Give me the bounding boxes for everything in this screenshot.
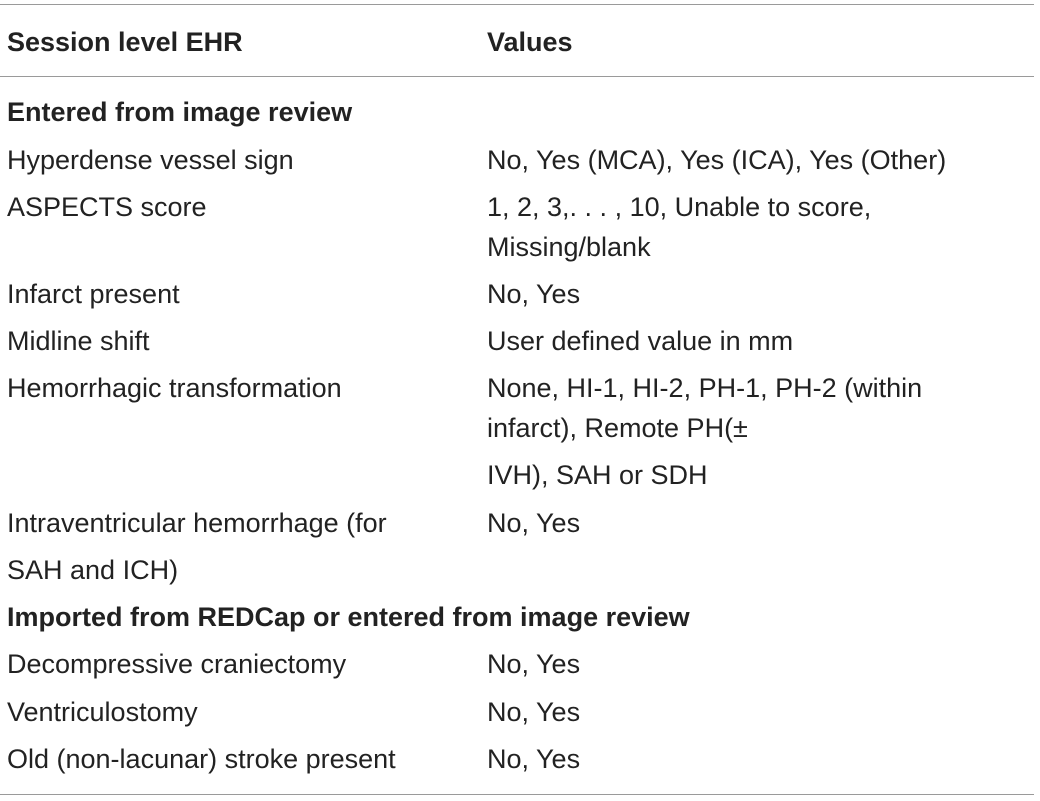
row-label-infarct-present: Infarct present xyxy=(7,279,180,309)
table-bottom-rule xyxy=(0,794,1034,795)
table-top-rule xyxy=(0,4,1034,5)
row-value-intraventricular-hemorrhage: No, Yes xyxy=(487,508,581,538)
row-label-midline-shift: Midline shift xyxy=(7,326,150,356)
row-value-hemorrhagic-transformation-line1: None, HI-1, HI-2, PH-1, PH-2 (within xyxy=(487,373,923,403)
header-values: Values xyxy=(487,27,573,57)
row-value-hemorrhagic-transformation-line2: infarct), Remote PH(± xyxy=(487,413,748,443)
row-value-decompressive-craniectomy: No, Yes xyxy=(487,649,581,679)
row-value-ventriculostomy: No, Yes xyxy=(487,697,581,727)
row-label-aspects-score: ASPECTS score xyxy=(7,192,207,222)
row-label-old-stroke-present: Old (non-lacunar) stroke present xyxy=(7,744,396,774)
row-label-hemorrhagic-transformation: Hemorrhagic transformation xyxy=(7,373,342,403)
row-value-aspects-score-line1: 1, 2, 3,. . . , 10, Unable to score, xyxy=(487,192,872,222)
row-value-hemorrhagic-transformation-line3: IVH), SAH or SDH xyxy=(487,460,708,490)
row-value-old-stroke-present: No, Yes xyxy=(487,744,581,774)
section-title-redcap: Imported from REDCap or entered from image review xyxy=(7,602,690,632)
section-title-image-review: Entered from image review xyxy=(7,97,353,127)
row-label-intraventricular-hemorrhage-line2: SAH and ICH) xyxy=(7,555,179,585)
row-label-intraventricular-hemorrhage-line1: Intraventricular hemorrhage (for xyxy=(7,508,387,538)
row-value-midline-shift: User defined value in mm xyxy=(487,326,794,356)
header-rule xyxy=(0,76,1034,77)
row-value-hyperdense-vessel-sign: No, Yes (MCA), Yes (ICA), Yes (Other) xyxy=(487,145,947,175)
row-label-decompressive-craniectomy: Decompressive craniectomy xyxy=(7,649,347,679)
row-label-ventriculostomy: Ventriculostomy xyxy=(7,697,198,727)
header-session-level-ehr: Session level EHR xyxy=(7,27,243,57)
row-label-hyperdense-vessel-sign: Hyperdense vessel sign xyxy=(7,145,294,175)
row-value-aspects-score-line2: Missing/blank xyxy=(487,232,651,262)
row-value-infarct-present: No, Yes xyxy=(487,279,581,309)
